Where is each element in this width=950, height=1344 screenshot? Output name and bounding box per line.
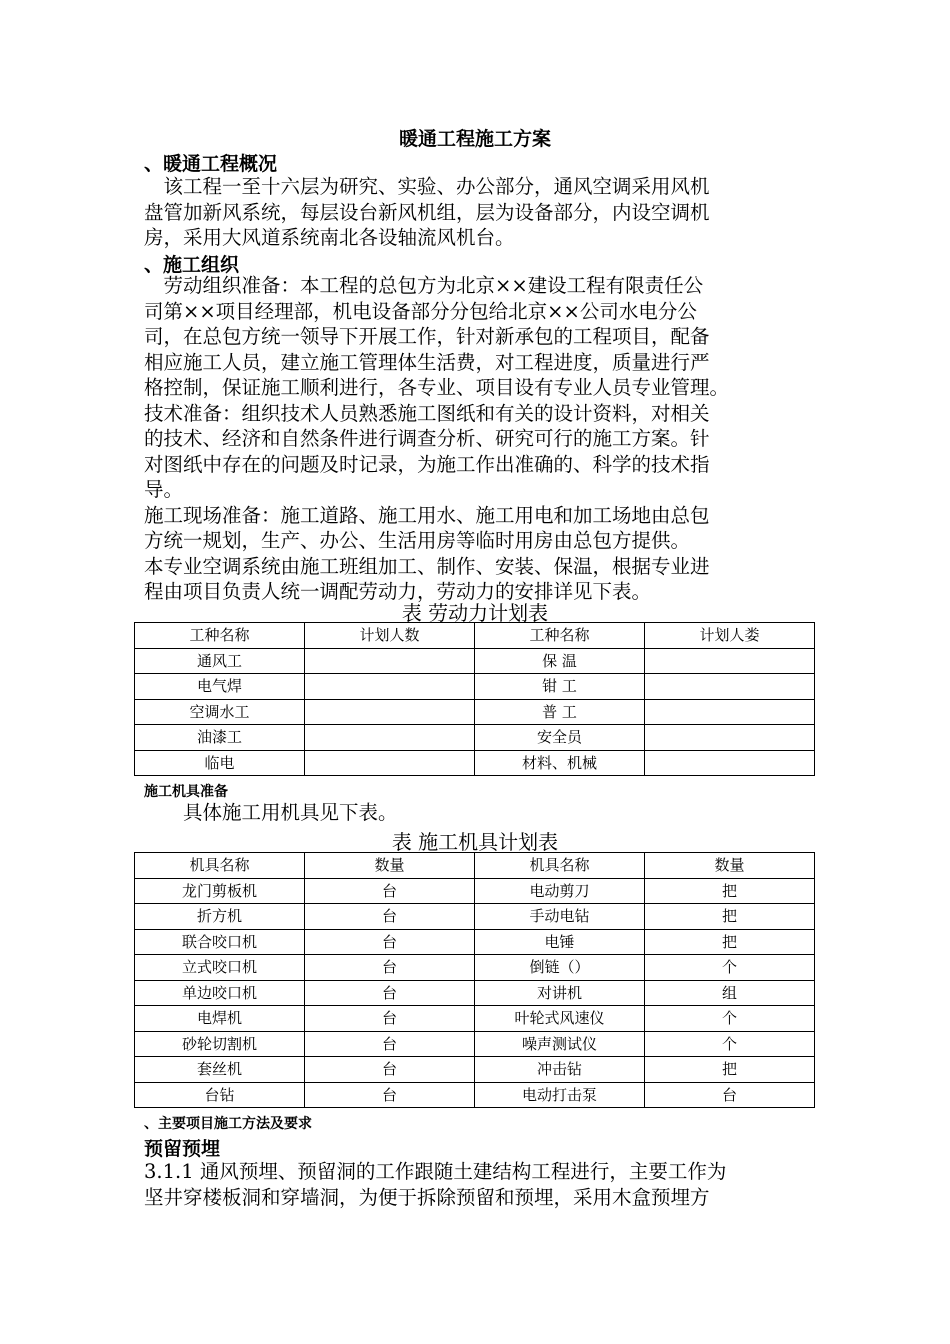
table-cell <box>645 750 815 776</box>
table-cell: 把 <box>645 929 815 955</box>
text-line: 方统一规划，生产、办公、生活用房等临时用房由总包方提供。 <box>144 529 691 552</box>
table-cell: 普 工 <box>475 699 645 725</box>
text-line: 盘管加新风系统，每层设台新风机组，层为设备部分，内设空调机 <box>144 200 710 224</box>
text-line: 导。 <box>144 478 184 501</box>
table-header-cell: 计划人数 <box>305 623 475 649</box>
text-line: 司第××项目经理部，机电设备部分分包给北京××公司水电分公 <box>144 299 697 323</box>
table-cell: 台 <box>305 955 475 981</box>
table-cell: 台 <box>305 1031 475 1057</box>
section-heading-methods: 、主要项目施工方法及要求 <box>144 1116 312 1132</box>
table-header-cell: 工种名称 <box>475 623 645 649</box>
text-line: 相应施工人员，建立施工管理体生活费，对工程进度，质量进行严 <box>144 350 710 374</box>
table-cell: 把 <box>645 1057 815 1083</box>
table-row <box>135 674 815 700</box>
table-cell: 台 <box>305 1006 475 1032</box>
table-row <box>135 699 815 725</box>
table-cell: 个 <box>645 1031 815 1057</box>
table-cell <box>305 699 475 725</box>
table-cell: 材料、机械 <box>475 750 645 776</box>
table-header-row <box>135 853 815 879</box>
table-header-cell: 机具名称 <box>135 853 305 879</box>
text-line: 劳动组织准备：本工程的总包方为北京××建设工程有限责任公 <box>144 274 704 297</box>
table-cell: 把 <box>645 878 815 904</box>
equipment-intro <box>144 800 812 826</box>
table-cell: 台 <box>305 1082 475 1108</box>
table-cell: 组 <box>645 980 815 1006</box>
table-cell: 砂轮切割机 <box>135 1031 305 1057</box>
table-cell: 通风工 <box>135 648 305 674</box>
table-cell: 倒链（） <box>475 955 645 981</box>
table-cell: 保 温 <box>475 648 645 674</box>
table-cell: 台 <box>305 1057 475 1083</box>
table-header-cell: 数量 <box>645 853 815 879</box>
text-line: 技术准备：组织技术人员熟悉施工图纸和有关的设计资料，对相关 <box>144 401 710 425</box>
text-line: 坚井穿楼板洞和穿墙洞，为便于拆除预留和预埋，采用木盒预埋方 <box>144 1185 710 1209</box>
table-cell: 龙门剪板机 <box>135 878 305 904</box>
table-row <box>135 1082 815 1108</box>
sub-heading-embedding: 预留预埋 <box>144 1138 221 1160</box>
table-row <box>135 929 815 955</box>
table-cell <box>305 648 475 674</box>
table-cell: 手动电钻 <box>475 904 645 930</box>
table-cell: 对讲机 <box>475 980 645 1006</box>
table-cell: 立式咬口机 <box>135 955 305 981</box>
labor-plan-table <box>134 622 815 776</box>
table-cell <box>645 725 815 751</box>
table-cell: 油漆工 <box>135 725 305 751</box>
table-cell: 电焊机 <box>135 1006 305 1032</box>
table-header-cell: 机具名称 <box>475 853 645 879</box>
table-cell: 套丝机 <box>135 1057 305 1083</box>
table-row <box>135 1057 815 1083</box>
equipment-plan-table <box>134 852 815 1108</box>
section-heading-overview: 、暖通工程概况 <box>144 153 278 175</box>
text-line: 具体施工用机具见下表。 <box>144 801 398 824</box>
table-cell: 个 <box>645 1006 815 1032</box>
table-cell <box>645 674 815 700</box>
table-cell: 冲击钻 <box>475 1057 645 1083</box>
text-line: 司，在总包方统一领导下开展工作，针对新承包的工程项目，配备 <box>144 325 710 348</box>
embedding-paragraph <box>144 1159 812 1210</box>
table-header-row <box>135 623 815 649</box>
text-line: 本专业空调系统由施工班组加工、制作、安装、保温，根据专业进 <box>144 554 710 578</box>
table-cell: 台 <box>305 878 475 904</box>
labor-preparation-paragraph <box>144 273 812 605</box>
text-line: 对图纸中存在的问题及时记录，为施工作出准确的、科学的技术指 <box>144 452 710 476</box>
table-row <box>135 1031 815 1057</box>
table-header-cell: 计划人娄 <box>645 623 815 649</box>
table-row <box>135 648 815 674</box>
table-cell: 折方机 <box>135 904 305 930</box>
table-cell: 个 <box>645 955 815 981</box>
table-cell: 单边咬口机 <box>135 980 305 1006</box>
table-cell: 电动打击泵 <box>475 1082 645 1108</box>
table-cell: 台 <box>645 1082 815 1108</box>
table-cell <box>305 674 475 700</box>
table-cell: 台 <box>305 929 475 955</box>
labor-table-caption: 表 劳动力计划表 <box>401 601 549 625</box>
equipment-table-caption: 表 施工机具计划表 <box>391 830 559 854</box>
table-cell: 电气焊 <box>135 674 305 700</box>
table-cell <box>305 725 475 751</box>
text-line: 格控制，保证施工顺利进行，各专业、项目设有专业人员专业管理。 <box>144 376 730 399</box>
table-cell: 台 <box>305 980 475 1006</box>
table-row <box>135 750 815 776</box>
text-line: 房，采用大风道系统南北各设轴流风机台。 <box>144 226 515 249</box>
table-cell: 台钻 <box>135 1082 305 1108</box>
table-cell: 叶轮式风速仪 <box>475 1006 645 1032</box>
text-line: 的技术、经济和自然条件进行调查分析、研究可行的施工方案。针 <box>144 427 710 450</box>
text-line: 程由项目负责人统一调配劳动力，劳动力的安排详见下表。 <box>144 580 652 603</box>
table-row <box>135 1006 815 1032</box>
table-cell: 空调水工 <box>135 699 305 725</box>
table-cell: 噪声测试仪 <box>475 1031 645 1057</box>
text-line: 该工程一至十六层为研究、实验、办公部分，通风空调采用风机 <box>144 175 710 198</box>
table-row <box>135 904 815 930</box>
table-header-cell: 工种名称 <box>135 623 305 649</box>
table-cell <box>305 750 475 776</box>
text-line: 施工现场准备：施工道路、施工用水、施工用电和加工场地由总包 <box>144 503 710 527</box>
table-cell: 联合咬口机 <box>135 929 305 955</box>
equipment-heading: 施工机具准备 <box>144 784 228 800</box>
table-cell <box>645 648 815 674</box>
text-line: 3.1.1 通风预埋、预留洞的工作跟随土建结构工程进行，主要工作为 <box>144 1160 727 1183</box>
table-cell: 钳 工 <box>475 674 645 700</box>
table-row <box>135 725 815 751</box>
table-row <box>135 955 815 981</box>
table-row <box>135 980 815 1006</box>
table-row <box>135 878 815 904</box>
table-header-cell: 数量 <box>305 853 475 879</box>
table-cell: 电动剪刀 <box>475 878 645 904</box>
table-cell <box>645 699 815 725</box>
overview-paragraph <box>144 174 812 251</box>
table-cell: 安全员 <box>475 725 645 751</box>
table-cell: 台 <box>305 904 475 930</box>
table-cell: 电锤 <box>475 929 645 955</box>
section-heading-organization: 、施工组织 <box>144 254 240 276</box>
page-title: 暖通工程施工方案 <box>398 128 551 150</box>
table-cell: 把 <box>645 904 815 930</box>
table-cell: 临电 <box>135 750 305 776</box>
